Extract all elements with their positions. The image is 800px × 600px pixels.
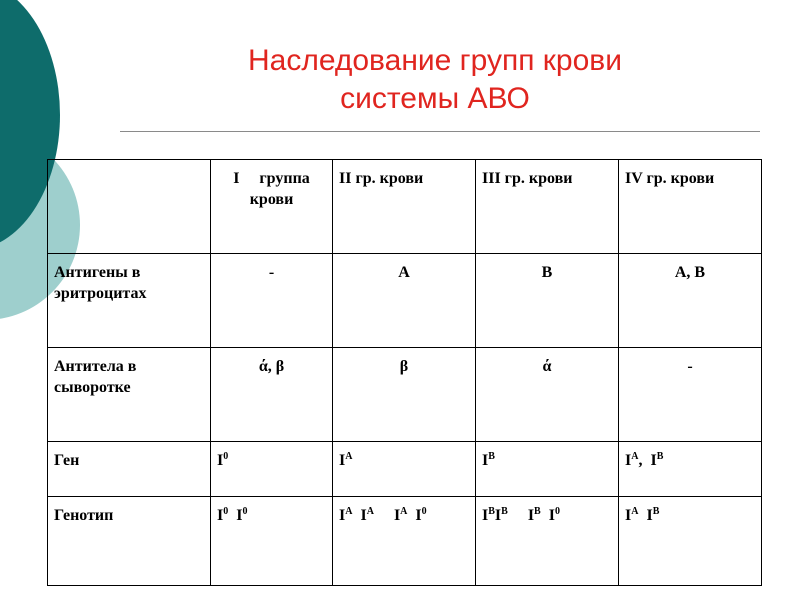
blood-groups-table [47,159,762,586]
header-group-2: II гр. крови [333,160,476,254]
cell-antigens-1: - [211,254,333,348]
title-line-2: системы АВО [340,82,530,115]
table-row [48,442,762,497]
cell-antibodies-4: - [619,348,762,442]
cell-gene-2: $I^A$ [333,442,476,497]
cell-genotype-3: $I^BI^B$ $I^B$ $I^0$ [476,497,619,586]
header-empty-cell [48,160,211,254]
cell-antibodies-1: ά, β [211,348,333,442]
cell-gene-4: $I^A$, $I^B$ [619,442,762,497]
table-row [48,254,762,348]
row-label-genotype: Генотип [48,497,211,586]
cell-antigens-4: A, B [619,254,762,348]
slide-title [200,42,670,118]
cell-gene-3: $I^B$ [476,442,619,497]
header-group-1: I группа крови [211,160,333,254]
cell-gene-1: $I^0$ [211,442,333,497]
cell-antibodies-3: ά [476,348,619,442]
cell-antigens-2: A [333,254,476,348]
cell-genotype-2: $I^A$ $I^A$ $I^A$ $I^0$ [333,497,476,586]
header-group-4: IV гр. крови [619,160,762,254]
cell-antigens-3: B [476,254,619,348]
table-row [48,348,762,442]
title-divider [120,131,760,132]
table-row [48,497,762,586]
header-group-3: III гр. крови [476,160,619,254]
table-header-row [48,160,762,254]
row-label-antibodies: Антитела в сыворотке [48,348,211,442]
row-label-gene: Ген [48,442,211,497]
row-label-antigens: Антигены в эритроцитах [48,254,211,348]
title-line-1: Наследование групп крови [247,44,622,77]
cell-antibodies-2: β [333,348,476,442]
cell-genotype-1: $I^0$ $I^0$ [211,497,333,586]
cell-genotype-4: $I^A$ $I^B$ [619,497,762,586]
